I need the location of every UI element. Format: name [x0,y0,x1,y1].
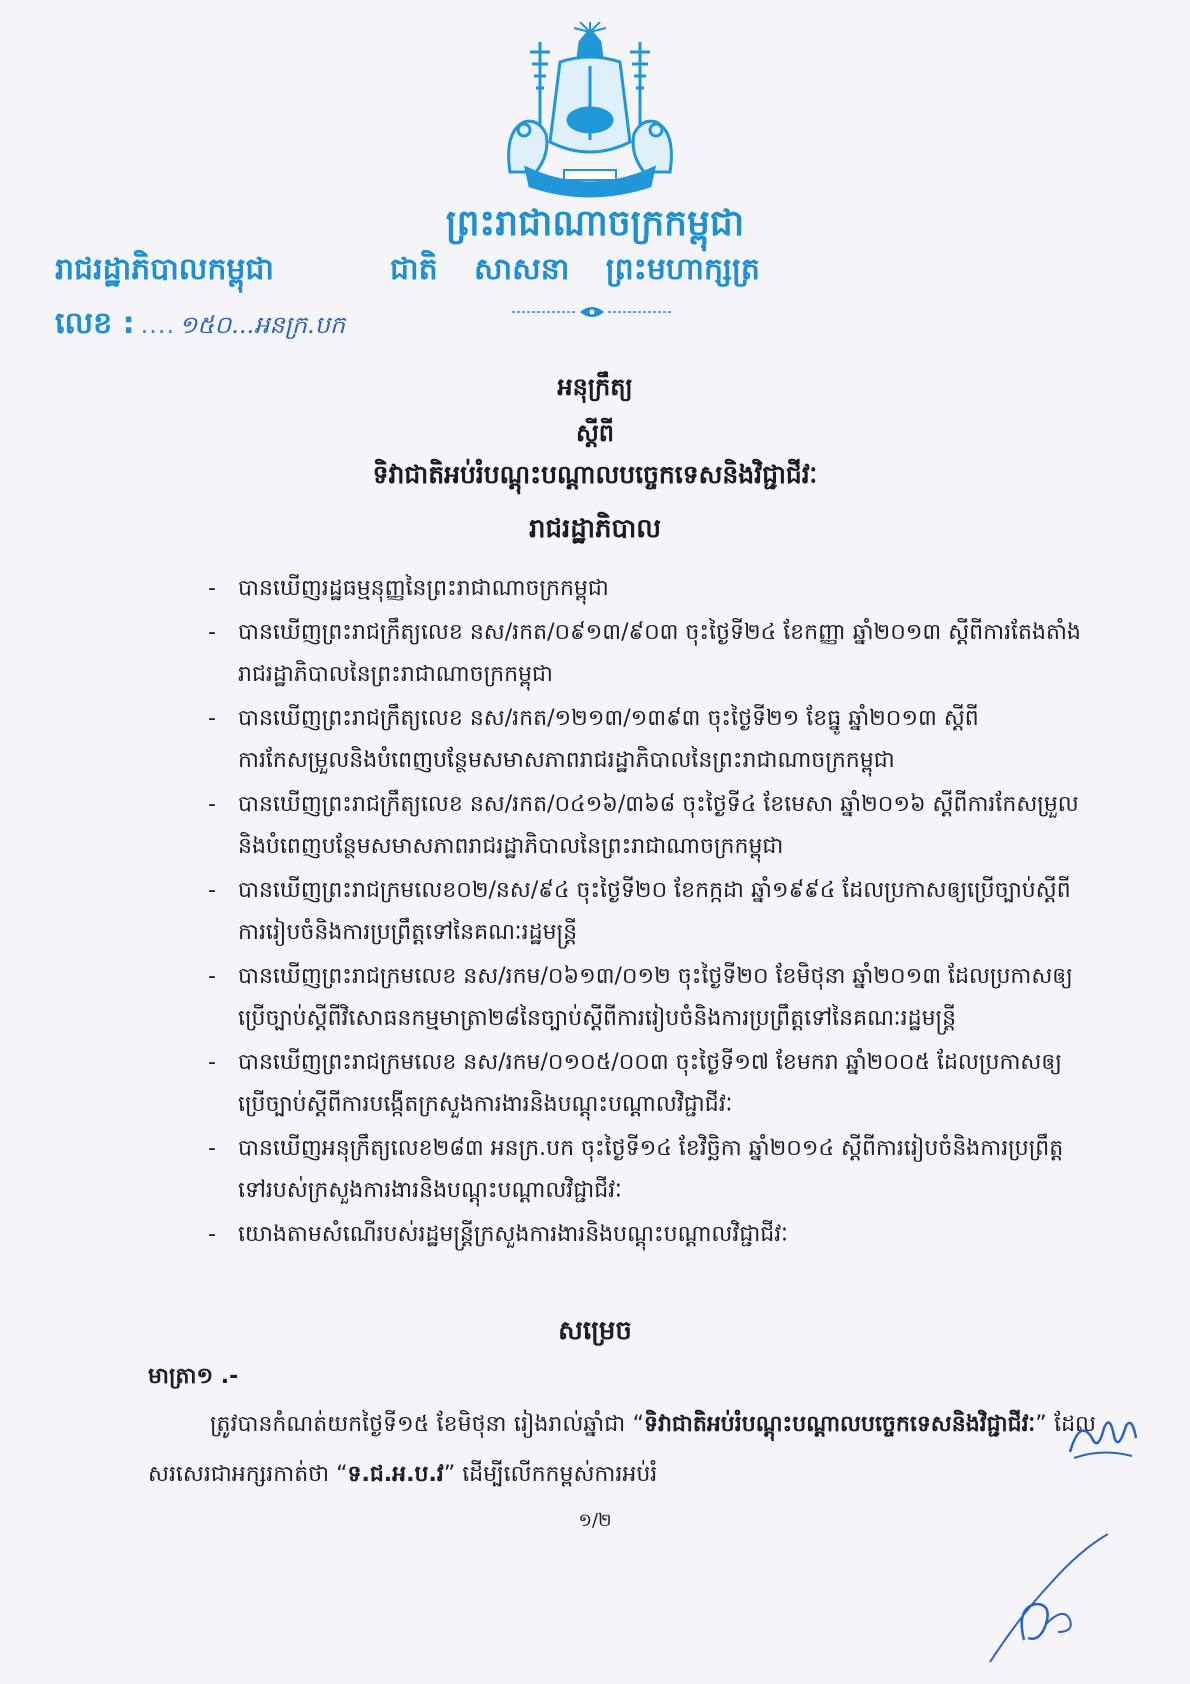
preamble-item: - បានឃើញព្រះរាជក្រមលេខ នស/រកម/០១០៥/០០៣ ចុះថ្ងៃទី១៧ ខែមករា ឆ្នាំ២០០៥ ដែលប្រកាសឲ្យប្រើច្បាប់ស្តីពីការបង្កើតក្រសួងការងារនិងបណ្តុះបណ្តាលវិជ្ជាជីវៈ [208,1050,1062,1117]
government-name: រាជរដ្ឋាភិបាលកម្ពុជា [55,252,274,287]
decision-heading: សម្រេច [558,1316,632,1346]
preamble-text: បានឃើញព្រះរាជក្រមលេខ០២/នស/៩៤ ចុះថ្ងៃទី២០ ខែកក្កដា ឆ្នាំ១៩៩៤ ដែលប្រកាសឲ្យប្រើច្បាប់ស្តីពីការរៀបចំនិងការប្រព្រឹត្តទៅនៃគណៈរដ្ឋមន្ត្រី [238,878,1071,945]
article-text-middle: ” ដែលសរសេរជាអក្សរកាត់ថា “ [148,1412,1096,1487]
preamble-item: - បានឃើញរដ្ឋធម្មនុញ្ញនៃព្រះរាជាណាចក្រកម្ពុជា [208,576,609,601]
preamble-text: យោងតាមសំណើរបស់រដ្ឋមន្ត្រីក្រសួងការងារនិងបណ្តុះបណ្តាលវិជ្ជាជីវៈ [238,1222,788,1247]
preamble-text: បានឃើញអនុក្រឹត្យលេខ២៨៣ អនក្រ.បក ចុះថ្ងៃទី១៤ ខែវិច្ឆិកា ឆ្នាំ២០១៤ ស្តីពីការរៀបចំនិងការប្រព្រឹត្តទៅរបស់ក្រសួងការងារនិងបណ្តុះបណ្តាលវិជ្ជាជីវៈ [238,1136,1064,1203]
reference-number: ១៥០...អនក្រ.បក [179,311,346,339]
document-subject: ទិវាជាតិអប់រំបណ្តុះបណ្តាលបច្ចេកទេសនិងវិជ្ជាជីវៈ [372,460,818,489]
preamble-item: - បានឃើញព្រះរាជក្រមលេខ នស/រកម/០៦១៣/០១២ ចុះថ្ងៃទី២០ ខែមិថុនា ឆ្នាំ២០១៣ ដែលប្រកាសឲ្យប្រើច្បាប់ស្តីពីវិសោធនកម្មមាត្រា២៨នៃច្បាប់ស្តីពីការរៀបចំនិងការប្រព្រឹត្តទៅនៃគណៈរដ្ឋមន្ត្រី [208,964,1073,1031]
kingdom-title: ព្រះរាជាណាចក្រកម្ពុជា [445,203,745,244]
day-name-bold: ទិវាជាតិអប់រំបណ្តុះបណ្តាលបច្ចេកទេសនិងវិជ្ជាជីវៈ [643,1412,1036,1437]
ornament-divider-icon [512,302,672,322]
preamble-item: - បានឃើញព្រះរាជក្រឹត្យលេខ នស/រកត/០៩១៣/៩០៣ ចុះថ្ងៃទី២៤ ខែកញ្ញា ឆ្នាំ២០១៣ ស្តីពីការតែងតាំងរាជរដ្ឋាភិបាលនៃព្រះរាជាណាចក្រកម្ពុជា [208,620,1081,687]
preamble-text: បានឃើញព្រះរាជក្រមលេខ នស/រកម/០៦១៣/០១២ ចុះថ្ងៃទី២០ ខែមិថុនា ឆ្នាំ២០១៣ ដែលប្រកាសឲ្យប្រើច្បាប់ស្តីពីវិសោធនកម្មមាត្រា២៨នៃច្បាប់ស្តីពីការរៀបចំនិងការប្រព្រឹត្តទៅនៃគណៈរដ្ឋមន្ត្រី [238,964,1073,1031]
reference-dots: .... [140,311,176,339]
preamble-item: - យោងតាមសំណើរបស់រដ្ឋមន្ត្រីក្រសួងការងារនិងបណ្តុះបណ្តាលវិជ្ជាជីវៈ [208,1222,788,1247]
article-body [148,1400,1096,1500]
royal-coat-of-arms-icon [490,22,690,202]
document-type: អនុក្រឹត្យ [557,373,633,401]
preamble-list [208,568,1088,1258]
article-text-end: ” ដើម្បីលើកកម្ពស់ការអប់រំ [443,1462,658,1487]
handwritten-initial-icon [1062,1408,1142,1468]
reference-label: លេខ : [55,306,135,341]
preamble-item: - បានឃើញព្រះរាជក្រឹត្យលេខ នស/រកត/០៤១៦/៣៦៨ ចុះថ្ងៃទី៤ ខែមេសា ឆ្នាំ២០១៦ ស្តីពីការកែសម្រួលនិងបំពេញបន្ថែមសមាសភាពរាជរដ្ឋាភិបាលនៃព្រះរាជាណាចក្រកម្ពុជា [208,792,1079,859]
page-number: ១/២ [578,1510,612,1531]
preamble-text: បានឃើញព្រះរាជក្រឹត្យលេខ នស/រកត/០៩១៣/៩០៣ ចុះថ្ងៃទី២៤ ខែកញ្ញា ឆ្នាំ២០១៣ ស្តីពីការតែងតាំងរាជរដ្ឋាភិបាលនៃព្រះរាជាណាចក្រកម្ពុជា [238,620,1081,687]
preamble-item: - បានឃើញព្រះរាជក្រឹត្យលេខ នស/រកត/១២១៣/១៣៩៣ ចុះថ្ងៃទី២១ ខែធ្នូ ឆ្នាំ២០១៣ ស្តីពីការកែសម្រួលនិងបំពេញបន្ថែមសមាសភាពរាជរដ្ឋាភិបាលនៃព្រះរាជាណាចក្រកម្ពុជា [208,706,979,773]
preamble-item: - បានឃើញព្រះរាជក្រមលេខ០២/នស/៩៤ ចុះថ្ងៃទី២០ ខែកក្កដា ឆ្នាំ១៩៩៤ ដែលប្រកាសឲ្យប្រើច្បាប់ស្តីពីការរៀបចំនិងការប្រព្រឹត្តទៅនៃគណៈរដ្ឋមន្ត្រី [208,878,1071,945]
article-label: មាត្រា១ .- [148,1364,239,1389]
preamble-text: បានឃើញរដ្ឋធម្មនុញ្ញនៃព្រះរាជាណាចក្រកម្ពុជា [238,576,609,601]
preamble-text: បានឃើញព្រះរាជក្រឹត្យលេខ នស/រកត/១២១៣/១៣៩៣ ចុះថ្ងៃទី២១ ខែធ្នូ ឆ្នាំ២០១៣ ស្តីពីការកែសម្រួលនិងបំពេញបន្ថែមសមាសភាពរាជរដ្ឋាភិបាលនៃព្រះរាជាណាចក្រកម្ពុជា [238,706,979,773]
preamble-text: បានឃើញព្រះរាជក្រឹត្យលេខ នស/រកត/០៤១៦/៣៦៨ ចុះថ្ងៃទី៤ ខែមេសា ឆ្នាំ២០១៦ ស្តីពីការកែសម្រួលនិងបំពេញបន្ថែមសមាសភាពរាជរដ្ឋាភិបាលនៃព្រះរាជាណាចក្រកម្ពុជា [238,792,1079,859]
document-about: ស្តីពី [575,419,615,447]
abbreviation-bold: ទ.ជ.អ.ប.វ [347,1462,444,1487]
national-motto: ជាតិ សាសនា ព្រះមហាក្សត្រ [390,252,760,287]
article-text-start: ត្រូវបានកំណត់យកថ្ងៃទី១៥ ខែមិថុនា រៀងរាល់ឆ្នាំជា “ [210,1412,644,1437]
preamble-item: - បានឃើញអនុក្រឹត្យលេខ២៨៣ អនក្រ.បក ចុះថ្ងៃទី១៤ ខែវិច្ឆិកា ឆ្នាំ២០១៤ ស្តីពីការរៀបចំនិងការប្រព្រឹត្តទៅរបស់ក្រសួងការងារនិងបណ្តុះបណ្តាលវិជ្ជាជីវៈ [208,1136,1064,1203]
reference-number-row [55,304,345,346]
handwritten-signature-icon [980,1520,1130,1670]
preamble-text: បានឃើញព្រះរាជក្រមលេខ នស/រកម/០១០៥/០០៣ ចុះថ្ងៃទី១៧ ខែមករា ឆ្នាំ២០០៥ ដែលប្រកាសឲ្យប្រើច្បាប់ស្តីពីការបង្កើតក្រសួងការងារនិងបណ្តុះបណ្តាលវិជ្ជាជីវៈ [238,1050,1062,1117]
issuing-authority: រាជរដ្ឋាភិបាល [528,514,662,544]
